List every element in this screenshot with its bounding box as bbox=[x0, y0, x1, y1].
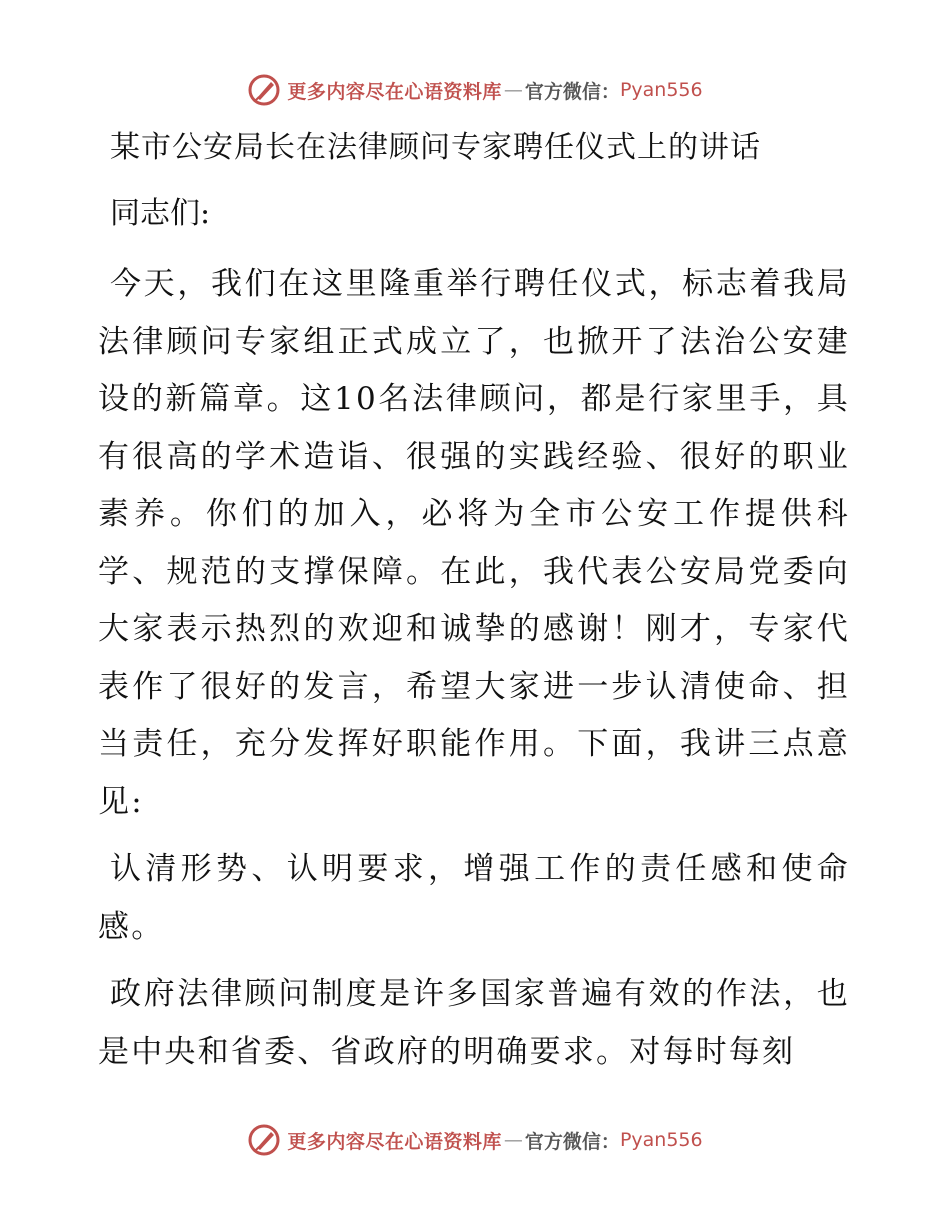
banner-slogan: 更多内容尽在心语资料库 bbox=[287, 80, 502, 103]
banner-separator: — bbox=[503, 79, 523, 101]
banner-official-label: 官方微信： bbox=[524, 80, 620, 103]
quill-logo-icon bbox=[247, 73, 281, 107]
document-body bbox=[98, 118, 850, 1091]
salutation: 同志们: bbox=[110, 196, 211, 231]
paragraph: 政府法律顾问制度是许多国家普遍有效的作法，也是中央和省委、省政府的明确要求。对每时每刻 bbox=[98, 976, 850, 1070]
banner-account: Pyan556 bbox=[619, 79, 703, 101]
header-watermark-banner bbox=[0, 70, 950, 110]
document-title: 某市公安局长在法律顾问专家聘任仪式上的讲话 bbox=[110, 130, 761, 165]
quill-logo-icon bbox=[247, 1123, 281, 1157]
banner-official-label: 官方微信： bbox=[524, 1130, 620, 1153]
banner-separator: — bbox=[503, 1129, 523, 1151]
paragraph: 认清形势、认明要求，增强工作的责任感和使命感。 bbox=[98, 851, 850, 945]
banner-slogan: 更多内容尽在心语资料库 bbox=[287, 1130, 502, 1153]
banner-account: Pyan556 bbox=[619, 1129, 703, 1151]
paragraph: 今天，我们在这里隆重举行聘任仪式，标志着我局法律顾问专家组正式成立了，也掀开了法治公安建设的新篇章。这10名法律顾问，都是行家里手，具有很高的学术造诣、很强的实践经验、很好的职业素养。你们的加入，必将为全市公安工作提供科学、规范的支撑保障。在此，我代表公安局党委向大家表示热烈的欢迎和诚挚的感谢！刚才，专家代表作了很好的发言，希望大家进一步认清使命、担当责任，充分发挥好职能作用。下面，我讲三点意见: bbox=[98, 266, 850, 820]
footer-watermark-banner bbox=[0, 1120, 950, 1160]
